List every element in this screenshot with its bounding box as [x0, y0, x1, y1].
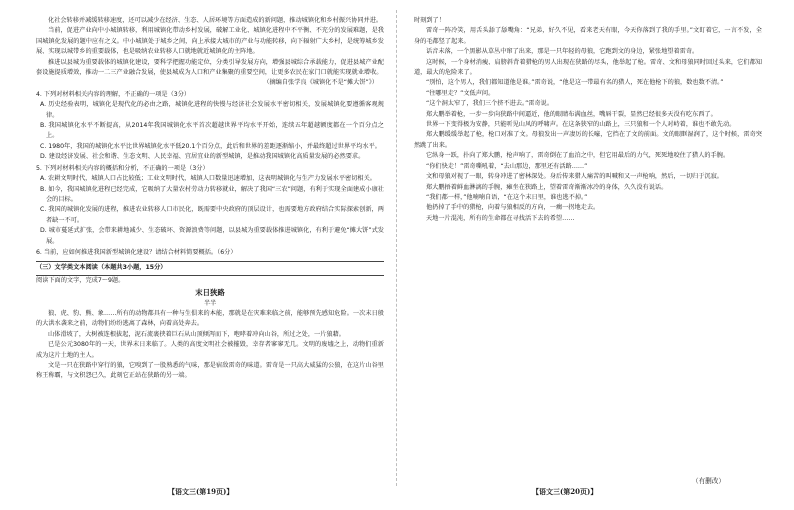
question-5-option-a: A. 农耕文明时代，城镇人口占比较低；工业文明时代，城镇人口数量迅速增加，这表明城镇化与生产力发展水平密切相关。	[40, 175, 376, 183]
story-paragraph: “别怕，这个男人，我们都知道他是谁。”雷奇说，“他是这一带最有名的猎人，死在他枪下的狼，数也数不清。”	[426, 79, 724, 87]
question-5-option-b: B. 如今，我国城镇化进程已经完成，它吸纳了大量农村劳动力转移就业，解决了我国“三农”问题，有利于实现全面建成小康社会的目标。	[40, 185, 384, 203]
story-title: 末日狭路	[195, 288, 225, 298]
story-paragraph: 文是一只在狭路中穿行的狼，它嗅到了一股熟悉的气味，那是宿敌雷奇的味道。雷奇是一只高大威猛的公狼，在这片山谷里称王称霸，与文积怨已久，此刻它正站在狭路的另一端。	[36, 362, 384, 380]
story-paragraph: “这个洞太窄了，我们三个挤不进去。”雷奇说。	[426, 100, 554, 108]
story-paragraph: 它纵身一跃，扑向了郑大鹏，枪声响了，雷奇倒在了血泊之中，但它用最后的力气，死死地咬住了猎人的手腕。	[426, 152, 730, 160]
material-paragraph: 当前，促进产业向中小城镇转移，利用城镇化带动乡村发展，破解工业化、城镇化进程中不平衡、不充分的发展难题，是我国城镇化发展的题中应有之义。中小城镇处于城乡之间，向上承接大城市的产业与功能转移，向下辐射广大乡村，是统筹城乡发展、实现以城带乡的重要载体，也是吸纳农业转移人口就地就近城镇化的主阵地。	[36, 27, 384, 56]
question-4-option-d: D. 建设经济发展、社会和谐、生态文明、人民幸福、宜居宜业的新型城镇，是推动我国城镇化高质量发展的必然要求。	[40, 153, 365, 161]
story-paragraph: 郑大鹏举着枪，一步一步向狭路中间逼近，他的眼睛布满血丝，嘴唇干裂，显然已经很多天没有吃东西了。	[426, 110, 717, 118]
page-footer-left: 【语文三(第19页)】	[168, 487, 234, 496]
question-4-option-c: C. 1980年，我国的城镇化水平比世界城镇化水平低20.1个百分点，此后和世界的差距逐渐缩小，并最终超过世界平均水平。	[40, 142, 381, 150]
story-paragraph: “你们快走！”雷奇嘶吼着，“去山那边，那里还有活路……”	[426, 162, 588, 170]
story-paragraph: 郑大鹏缓缓举起了枪，枪口对准了文。母狼发出一声凄厉的长嚎，它挡在了文的前面。文的眼眶湿润了，这个时候，雷奇突然跳了出来。	[414, 131, 762, 149]
abridged-note: （有删改）	[692, 477, 725, 485]
story-paragraph: 这时候，一个身材消瘦、肩膀斜背着猎枪的男人出现在狭路的尽头，他举起了枪。雷奇、文和母狼同时回过头来，它们都知道，最大的危险来了。	[414, 58, 762, 77]
story-paragraph: 天地一片混沌，所有的生命都在寻找活下去的希望……	[426, 214, 575, 222]
material-paragraph: 推进以县城为重要载体的城镇化建设，要科学把握功能定位，分类引导发展方向，增强县城综合承载能力，促进县城产业配套设施提质增效，推动一二三产业融合发展，使县城成为人口和产业集聚的重要空间，让更多农民在家门口就能实现就业增收。	[36, 58, 384, 77]
question-6-stem: 6. 当前，应如何推进我国新型城镇化建设？请结合材料简要概括。（6分）	[36, 248, 237, 256]
section-instruction: 阅读下面的文字，完成7～9题。	[36, 276, 125, 284]
page-footer-right: 【语文三(第20页)】	[532, 487, 598, 496]
question-4-option-b: B. 我国城镇化水平不断提高，从2014年我国城镇化水平首次超越世界平均水平开始，连续五年超越额度都在一个百分点之上。	[40, 122, 384, 140]
story-paragraph: 话音未落，一个黑影从草丛中窜了出来，那是一只年轻的母狼，它跑到文的身边，紧张地望着雷奇。	[426, 48, 699, 56]
section-header-box	[36, 261, 384, 275]
story-author: 半半	[203, 299, 217, 307]
question-4-stem: 4. 下列对材料相关内容的理解，不正确的一项是（3分）	[36, 90, 191, 98]
story-paragraph: 狼、虎、豹、熊、象……所有的动物都具有一种与生俱来的本能，那就是在灾难来临之前，能够预先感知危险。一次末日般的大洪水袭来之前，动物们纷纷逃离了森林，向着高处奔去。	[36, 309, 384, 328]
story-paragraph: 雷奇一阵冷笑，用舌头舔了舔嘴角：“兄弟，好久不见，看来老天有眼，今天你落到了我的手里。”文盯着它，一言不发，全身的毛都竖了起来。	[414, 27, 762, 45]
source-attribution: （摘编自张学良《城镇化不是“摊大饼”》）	[263, 79, 378, 87]
story-paragraph: 他扔掉了手中的猎枪，向着与狼相反的方向，一瘸一拐地走去。	[426, 204, 600, 212]
story-paragraph: “我们都一样，”他喃喃自语，“在这个末日里，谁也逃不掉。”	[426, 193, 588, 201]
story-paragraph: 已是公元3080年的一天，世界末日来临了。人类的高度文明社会被摧毁，幸存者寥寥无几。文明的废墟之上，动物们重新成为这片土地的主人。	[36, 341, 384, 359]
left-page-column	[36, 16, 384, 382]
material-paragraph: 化社会转移并减缓转移速度，还可以减少在经济、生态、人居环境等方面造成的新问题，推动城镇化和乡村振兴协同并进。	[48, 17, 383, 24]
story-paragraph: 山体滑坡了，大树被连根拔起，泥石流裹挟着巨石从山顶倾泻而下，咆哮着冲向山谷，所过之处，一片狼藉。	[48, 330, 345, 338]
story-paragraph: 世界一下变得极为安静，只能听见山风的呼啸声。在这条狭窄的山路上，三只狼和一个人对峙着，谁也不敢先动。	[426, 121, 736, 129]
story-paragraph: 时刻到了！	[414, 17, 445, 24]
question-5-option-d: D. 城市蔓延式扩张，会带来耕地减少、生态破坏、资源浪费等问题，以县城为重要载体推进城镇化，有利于避免“摊大饼”式发展。	[40, 227, 384, 245]
question-4-option-a: A. 历史经验表明，城镇化是现代化的必由之路，城镇化进程的快慢与经济社会发展水平密切相关，发展城镇化要遵循客观规律。	[40, 101, 384, 119]
story-paragraph: “往哪里走？”文低声问。	[426, 89, 495, 97]
question-5-stem: 5. 下列对材料相关内容的概括和分析，不正确的一项是（3分）	[36, 164, 209, 172]
story-paragraph: 郑大鹏捂着鲜血淋漓的手腕，瘫坐在狭路上，望着雷奇渐渐冰冷的身体，久久没有说话。	[426, 183, 668, 191]
question-5-option-c: C. 我国的城镇化发展的进程，推进农业转移人口市民化，既需要中央政府的顶层设计，也需要地方政府结合实际探索创新，两者缺一不可。	[40, 206, 384, 224]
right-page-column	[414, 16, 762, 224]
page-divider	[396, 10, 397, 486]
section-heading: （三）文学类文本阅读（本题共3小题，15分）	[36, 264, 167, 272]
story-paragraph: 文和母狼对视了一眼，转身冲进了密林深处。身后传来猎人痛苦的叫喊和又一声枪响，然后，一切归于沉寂。	[426, 173, 723, 181]
